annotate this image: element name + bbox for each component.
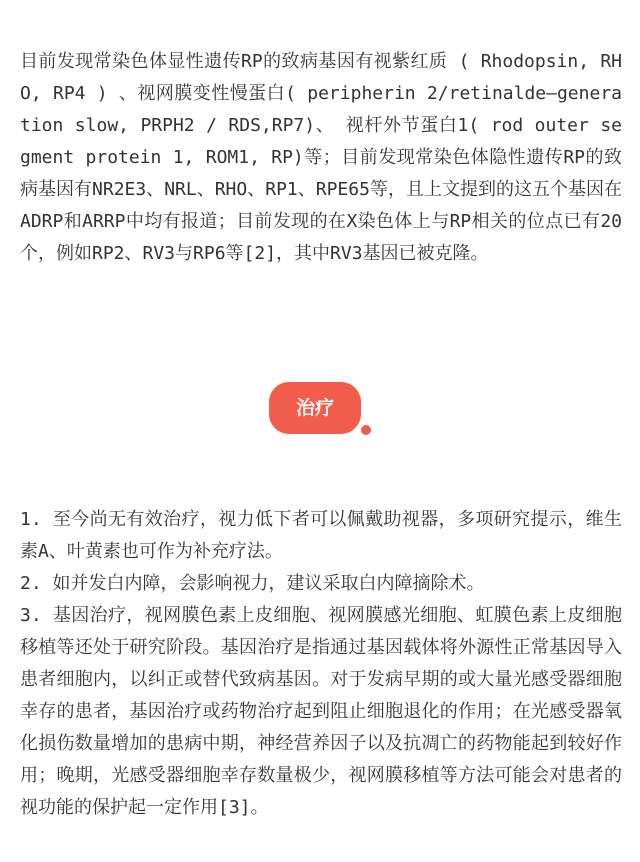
badge-dot-decoration [361,425,371,435]
section-heading [269,382,361,434]
treatment-item-2: 2. 如并发白内障，会影响视力，建议采取白内障摘除术。 [20,573,485,594]
treatment-item-3: 3. 基因治疗，视网膜色素上皮细胞、视网膜感光细胞、虹膜色素上皮细胞移植等还处于研究阶段。基因治疗是指通过基因载体将外源性正常基因导入患者细胞内，以纠正或替代致病基因。对于发病早期的或大量光感受器细胞幸存的患者，基因治疗或药物治疗起到阻止细胞退化的作用；在光感受器氧化损伤数量增加的患病中期，神经营养因子以及抗凋亡的药物能起到较好作用；晚期，光感受器细胞幸存数量极少，视网膜移植等方法可能会对患者的视功能的保护起一定作用[3]。 [20,605,622,818]
treatment-section-badge: 治疗 [269,382,361,434]
treatment-list [20,504,622,824]
treatment-item-1: 1. 至今尚无有效治疗，视力低下者可以佩戴助视器，多项研究提示，维生素A、叶黄素也可作为补充疗法。 [20,509,622,562]
intro-paragraph: 目前发现常染色体显性遗传RP的致病基因有视紫红质 ( Rhodopsin, RHO, RP4 ) 、视网膜变性慢蛋白( peripherin 2/retinalde—generation slow, PRPH2 / RDS,RP7)、 视杆外节蛋白1( rod outer segment protein 1, ROM1, RP)等；目前发现常染色体隐性遗传RP的致病基因有NR2E3、NRL、RHO、RP1、RPE65等，且上文提到的这五个基因在ADRP和ARRP中均有报道；目前发现的在X染色体上与RP相关的位点已有20个，例如RP2、RV3与RP6等[2]，其中RV3基因已被克隆。 [20,51,622,264]
